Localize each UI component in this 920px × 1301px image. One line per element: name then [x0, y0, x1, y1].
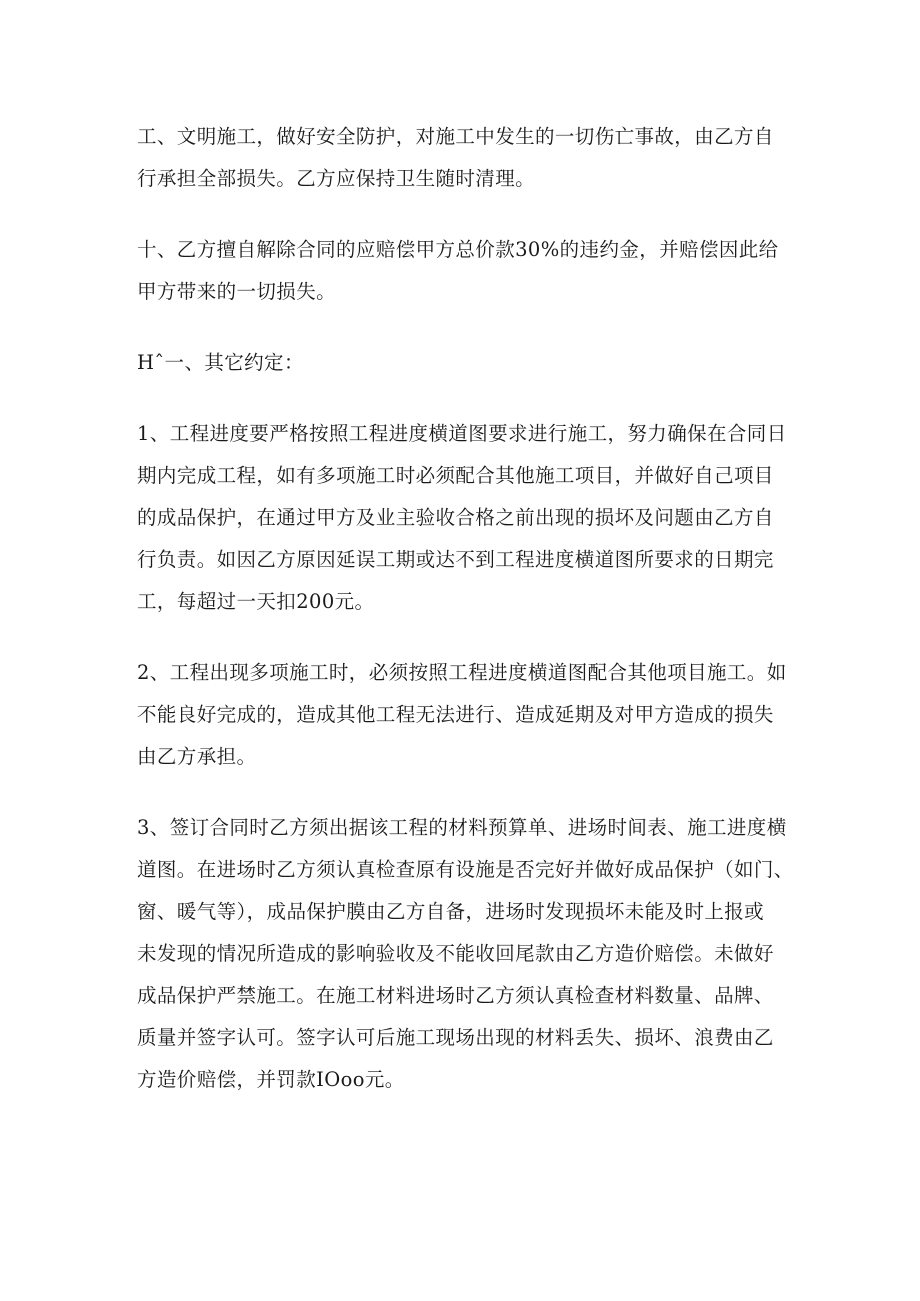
- text-line: 的成品保护，在通过甲方及业主验收合格之前出现的损坏及问题由乙方自: [137, 506, 774, 529]
- text-line: 行负责。如因乙方原因延误工期或达不到工程进度横道图所要求的日期完: [137, 548, 774, 571]
- item-2: [137, 652, 797, 778]
- text-line: 工，每超过一天扣200元。: [137, 590, 375, 613]
- text-line: 不能良好完成的，造成其他工程无法进行、造成延期及对甲方造成的损失: [137, 703, 774, 726]
- text-line: Hˆ一、其它约定：: [137, 351, 304, 374]
- text-line: 工、文明施工，做好安全防护，对施工中发生的一切伤亡事故，由乙方自: [137, 125, 774, 148]
- text-line: 质量并签字认可。签字认可后施工现场出现的材料丢失、损坏、浪费由乙: [137, 1026, 774, 1049]
- item-1: [137, 413, 797, 623]
- text-line: 未发现的情况所造成的影响验收及不能收回尾款由乙方造价赔偿。未做好: [137, 942, 774, 965]
- clause-eleven-heading: [137, 342, 797, 384]
- text-line: 3、签订合同时乙方须出据该工程的材料预算单、进场时间表、施工进度横: [137, 816, 787, 839]
- document-page: [137, 116, 797, 1130]
- text-line: 1、工程进度要严格按照工程进度横道图要求进行施工，努力确保在合同日: [137, 422, 787, 445]
- text-line: 十、乙方擅自解除合同的应赔偿甲方总价款30%的违约金，并赔偿因此给: [137, 238, 779, 261]
- text-line: 由乙方承担。: [137, 745, 257, 768]
- text-line: 方造价赔偿，并罚款IOoo元。: [137, 1068, 405, 1091]
- clause-nine: [137, 116, 797, 200]
- text-line: 道图。在进场时乙方须认真检查原有设施是否完好并做好成品保护（如门、: [137, 858, 794, 881]
- text-line: 期内完成工程，如有多项施工时必须配合其他施工项目，并做好自己项目: [137, 464, 774, 487]
- text-line: 窗、暖气等），成品保护膜由乙方自备，进场时发现损坏未能及时上报或: [137, 900, 765, 923]
- clause-ten: [137, 229, 797, 313]
- text-line: 2、工程出现多项施工时，必须按照工程进度横道图配合其他项目施工。如: [137, 661, 787, 684]
- item-3: [137, 807, 797, 1101]
- text-line: 甲方带来的一切损失。: [137, 280, 337, 303]
- text-line: 行承担全部损失。乙方应保持卫生随时清理。: [137, 167, 536, 190]
- text-line: 成品保护严禁施工。在施工材料进场时乙方须认真检查材料数量、品牌、: [137, 984, 774, 1007]
